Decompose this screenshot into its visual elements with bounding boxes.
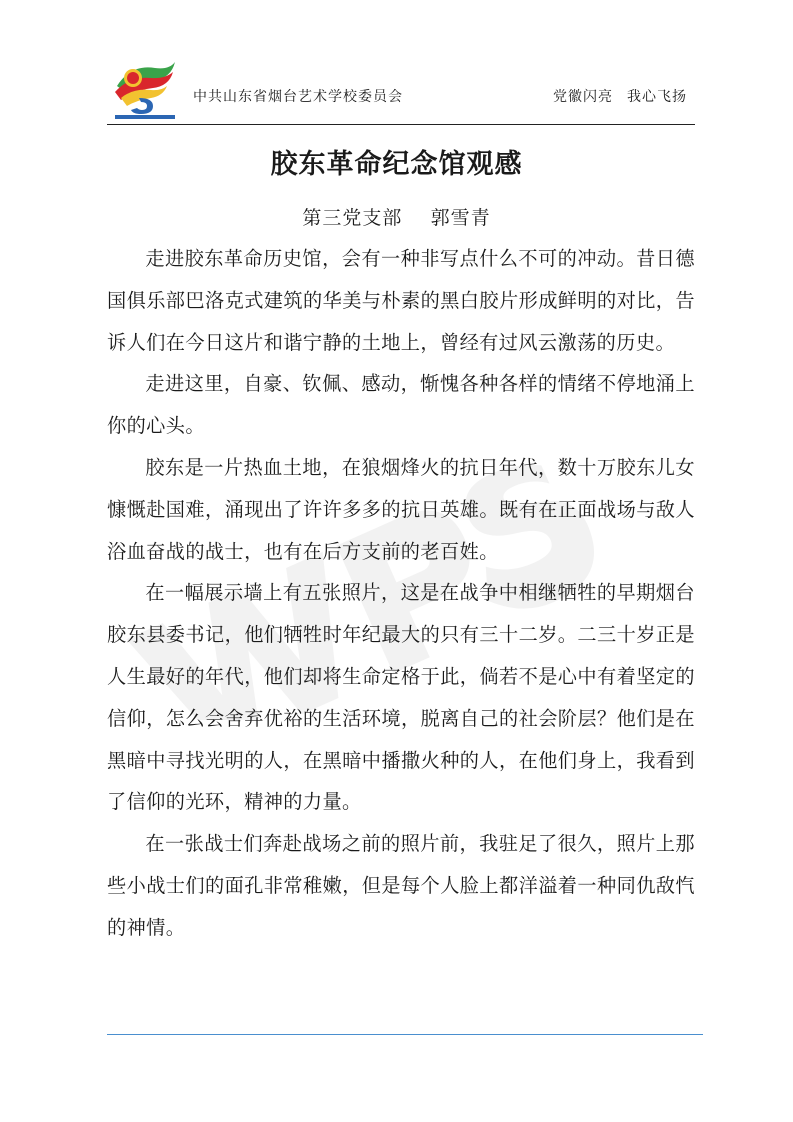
slogan-part-1: 党徽闪亮 xyxy=(553,89,613,105)
slogan-part-2: 我心飞扬 xyxy=(627,89,687,105)
org-name: 中共山东省烟台艺术学校委员会 xyxy=(193,89,403,105)
article-body xyxy=(107,238,695,949)
page-header xyxy=(107,56,695,125)
paragraph: 走进胶东革命历史馆，会有一种非写点什么不可的冲动。昔日德国俱乐部巴洛克式建筑的华美与朴素的黑白胶片形成鲜明的对比，告诉人们在今日这片和谐宁静的土地上，曾经有过风云激荡的历史。 xyxy=(107,247,695,354)
article-byline: 第三党支部 郭雪青 xyxy=(302,207,491,229)
paragraph: 在一幅展示墙上有五张照片，这是在战争中相继牺牲的早期烟台胶东县委书记，他们牺牲时年纪最大的只有三十二岁。二三十岁正是人生最好的年代，他们却将生命定格于此，倘若不是心中有着坚定的信仰，怎么会舍弃优裕的生活环境，脱离自己的社会阶层？他们是在黑暗中寻找光明的人，在黑暗中播撒火种的人，在他们身上，我看到了信仰的光环，精神的力量。 xyxy=(107,581,695,814)
school-logo-icon xyxy=(111,58,179,120)
header-slogan xyxy=(553,86,687,106)
article-title: 胶东革命纪念馆观感 xyxy=(270,149,523,180)
footer-rule xyxy=(107,1034,703,1035)
paragraph: 在一张战士们奔赴战场之前的照片前，我驻足了很久，照片上那些小战士们的面孔非常稚嫩，但是每个人脸上都洋溢着一种同仇敌忾的神情。 xyxy=(107,832,695,939)
paragraph: 走进这里，自豪、钦佩、感动，惭愧各种各样的情绪不停地涌上你的心头。 xyxy=(107,372,695,438)
paragraph: 胶东是一片热血土地，在狼烟烽火的抗日年代，数十万胶东儿女慷慨赴国难，涌现出了许许多多的抗日英雄。既有在正面战场与敌人浴血奋战的战士，也有在后方支前的老百姓。 xyxy=(107,455,695,563)
